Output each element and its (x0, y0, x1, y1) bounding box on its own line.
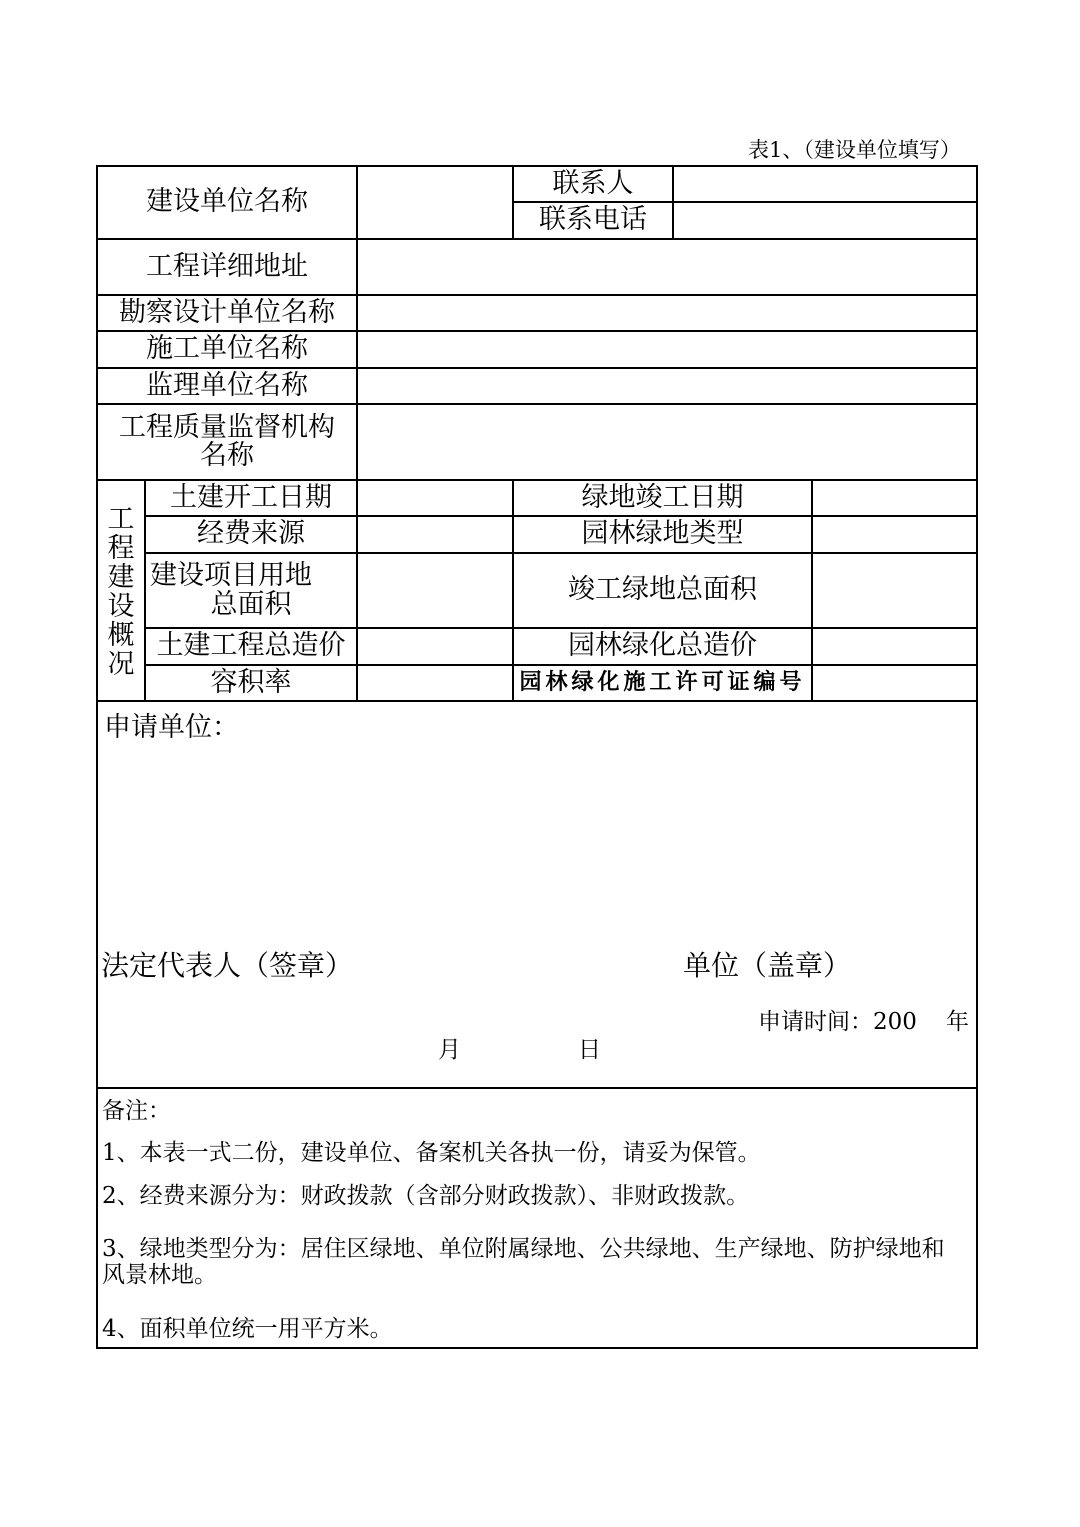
construction-company-label: 施工单位名称 (146, 333, 308, 365)
overview-char: 况 (107, 649, 135, 680)
table-border-bottom (96, 1347, 978, 1349)
contact-person-label: 联系人 (552, 167, 634, 199)
apply-time-label: 申请时间：200 (758, 1009, 917, 1035)
contact-phone-input[interactable] (674, 203, 976, 238)
note-item: 2、经费来源分为：财政拨款（含部分财政拨款）、非财政拨款。 (102, 1183, 750, 1209)
contact-person-input[interactable] (674, 167, 976, 201)
legal-rep-label: 法定代表人（签章） (101, 949, 354, 982)
project-address-input[interactable] (358, 240, 976, 294)
permit-number-label: 园林绿化施工许可证编号 (519, 669, 806, 696)
overview-char: 设 (107, 591, 135, 622)
land-area-label (146, 554, 356, 627)
quality-supervision-label (98, 405, 356, 479)
row-divider (96, 1087, 978, 1089)
plot-ratio-label: 容积率 (210, 666, 292, 698)
overview-char: 程 (107, 533, 135, 564)
apply-day-char: 日 (578, 1037, 601, 1063)
overview-char: 建 (107, 562, 135, 593)
plot-ratio-input[interactable] (358, 666, 512, 700)
land-area-label-line2: 总面积 (210, 588, 292, 620)
civil-start-date-label: 土建开工日期 (170, 481, 332, 513)
garden-green-type-input[interactable] (813, 517, 976, 552)
funding-source-label: 经费来源 (197, 518, 305, 550)
unit-seal-label: 单位（盖章） (683, 949, 852, 982)
apply-month-char: 月 (438, 1037, 461, 1063)
row-divider (96, 700, 978, 702)
funding-source-input[interactable] (358, 517, 512, 552)
construction-unit-name-input[interactable] (358, 167, 512, 238)
overview-char: 概 (107, 620, 135, 651)
supervision-unit-input[interactable] (358, 369, 976, 403)
completed-green-area-input[interactable] (813, 554, 976, 627)
note-item: 4、面积单位统一用平方米。 (102, 1316, 393, 1342)
land-area-input[interactable] (358, 554, 512, 627)
table-border-right (976, 165, 978, 1349)
applicant-label: 申请单位： (104, 712, 239, 743)
quality-supervision-label-line1: 工程质量监督机构 (119, 411, 335, 443)
survey-design-unit-input[interactable] (358, 296, 976, 330)
quality-supervision-label-line2: 名称 (200, 440, 254, 471)
greening-total-cost-label: 园林绿化总造价 (568, 630, 757, 662)
contact-phone-label: 联系电话 (539, 204, 647, 236)
green-completion-date-input[interactable] (813, 481, 976, 515)
note-item: 3、绿地类型分为：居住区绿地、单位附属绿地、公共绿地、生产绿地、防护绿地和风景林地。 (102, 1236, 945, 1289)
construction-unit-name-label: 建设单位名称 (146, 186, 308, 218)
survey-design-unit-label: 勘察设计单位名称 (119, 296, 335, 328)
civil-total-cost-label: 土建工程总造价 (156, 630, 346, 662)
garden-green-type-label: 园林绿地类型 (581, 518, 744, 550)
civil-total-cost-input[interactable] (358, 629, 512, 664)
overview-section-label (106, 505, 136, 679)
project-address-label: 工程详细地址 (146, 250, 308, 282)
green-completion-date-label: 绿地竣工日期 (581, 481, 744, 513)
note-item: 1、本表一式二份，建设单位、备案机关各执一份，请妥为保管。 (102, 1140, 761, 1166)
construction-company-input[interactable] (358, 332, 976, 367)
permit-number-input[interactable] (813, 666, 976, 700)
completed-green-area-label: 竣工绿地总面积 (568, 574, 757, 606)
apply-year-char: 年 (946, 1009, 969, 1035)
notes-title: 备注： (102, 1098, 171, 1124)
land-area-label-line1: 建设项目用地 (150, 560, 312, 592)
greening-total-cost-input[interactable] (813, 629, 976, 664)
civil-start-date-input[interactable] (358, 481, 512, 515)
overview-char: 工 (107, 504, 135, 535)
table-caption: 表1、（建设单位填写） (748, 138, 961, 162)
quality-supervision-input[interactable] (358, 405, 976, 479)
supervision-unit-label: 监理单位名称 (146, 369, 308, 401)
